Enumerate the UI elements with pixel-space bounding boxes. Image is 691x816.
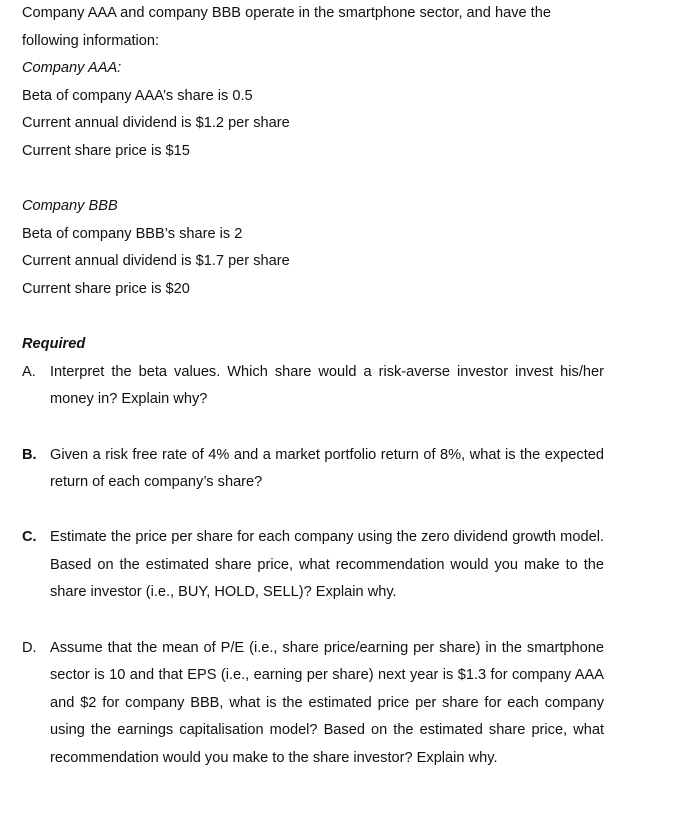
- spacer: [22, 414, 604, 442]
- question-c-text: Estimate the price per share for each company using the zero dividend growth model. Based on the estimated share price, what recommendation would you make to the share investor (i.e., BUY, HOLD, SELL)? Explain why.: [50, 529, 604, 601]
- company-aaa-heading: Company AAA:: [22, 60, 122, 77]
- question-a-text: Interpret the beta values. Which share would a risk-averse investor invest his/her money in? Explain why?: [50, 363, 604, 408]
- intro-line-2: following information:: [22, 32, 160, 49]
- question-b: [22, 442, 604, 497]
- spacer: [22, 304, 604, 332]
- company-bbb-price: Current share price is $20: [22, 280, 190, 297]
- company-aaa-price: Current share price is $15: [22, 142, 190, 159]
- company-bbb-beta: Beta of company BBB’s share is 2: [22, 225, 243, 242]
- company-aaa-dividend: Current annual dividend is $1.2 per share: [22, 115, 290, 132]
- spacer: [22, 497, 604, 525]
- company-bbb-heading: Company BBB: [22, 198, 118, 215]
- question-b-text: Given a risk free rate of 4% and a market portfolio return of 8%, what is the expected return of each company’s share?: [50, 446, 604, 491]
- question-b-letter: B.: [22, 446, 37, 463]
- question-c: [22, 524, 604, 607]
- question-c-letter: C.: [22, 529, 37, 546]
- question-d: [22, 635, 604, 773]
- company-bbb-dividend: Current annual dividend is $1.7 per share: [22, 253, 290, 270]
- spacer: [22, 166, 604, 194]
- question-d-letter: D.: [22, 639, 37, 656]
- question-a-letter: A.: [22, 363, 36, 380]
- company-aaa-beta: Beta of company AAA’s share is 0.5: [22, 87, 253, 104]
- question-d-text: Assume that the mean of P/E (i.e., share price/earning per share) in the smartphone sector is 10 and that EPS (i.e., earning per share) next year is $1.3 for company AAA and $2 for company BBB, what is the estimated price per share for each company using the earnings capitalisation model? Based on the estimated share price, what recommendation would you make to the share investor? Explain why.: [50, 639, 604, 767]
- intro-line-1: Company AAA and company BBB operate in the smartphone sector, and have the: [22, 5, 551, 21]
- spacer: [22, 607, 604, 635]
- document: [22, 0, 604, 773]
- required-heading: Required: [22, 336, 86, 353]
- question-a: [22, 359, 604, 414]
